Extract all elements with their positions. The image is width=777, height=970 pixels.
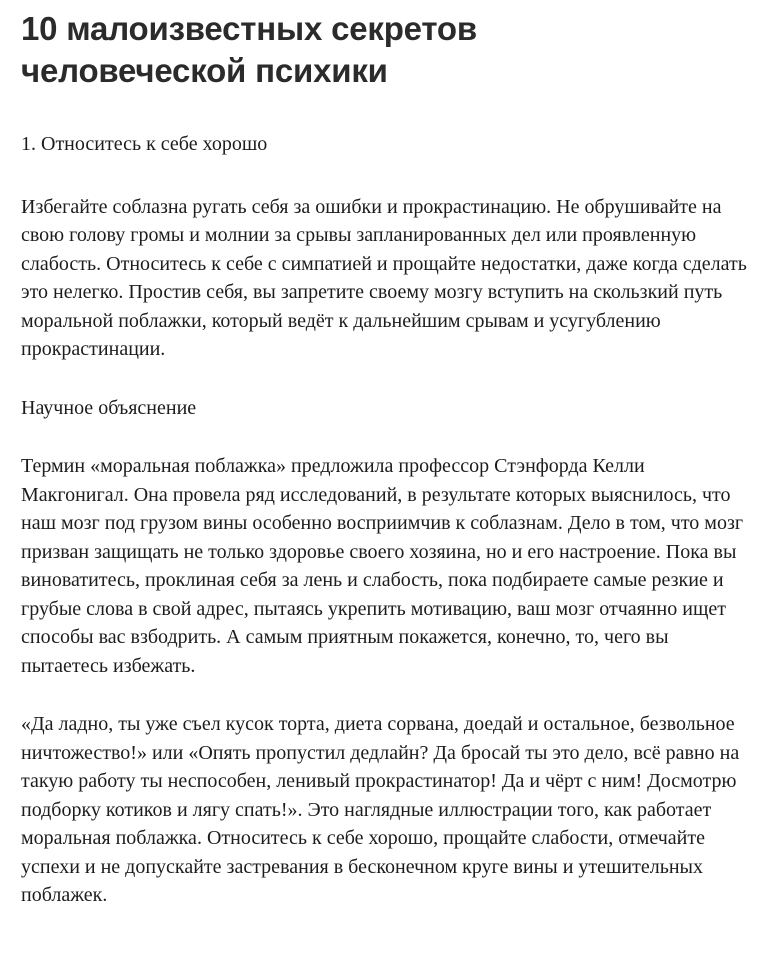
paragraph-3: «Да ладно, ты уже съел кусок торта, диета сорвана, доедай и остальное, безвольное ничтожество!» или «Опять пропустил дедлайн? Да бросай ты это дело, всё равно на такую работу ты неспособен, ленивый прокрастинатор! Да и чёрт с ним! Досмотрю подборку котиков и лягу спать!». Это наглядные иллюстрации того, как работает моральная поблажка. Относитесь к себе хорошо, прощайте слабости, отмечайте успехи и не допускайте застревания в бесконечном круге вины и утешительных поблажек.	[21, 713, 740, 906]
paragraph-1: Избегайте соблазна ругать себя за ошибки и прокрастинацию. Не обрушивайте на свою голову громы и молнии за срывы запланированных дел или проявленную слабость. Относитесь к себе с симпатией и прощайте недостатки, даже когда сделать это нелегко. Простив себя, вы запретите своему мозгу вступить на скользкий путь моральной поблажки, который ведёт к дальнейшим срывам и усугублению прокрастинации.	[21, 195, 747, 360]
section-heading: 1. Относитесь к себе хорошо	[21, 133, 268, 155]
paragraph-2: Термин «моральная поблажка» предложила профессор Стэнфорда Келли Макгонигал. Она провела ряд исследований, в результате которых выяснилось, что наш мозг под грузом вины особенно восприимчив к соблазнам. Дело в том, что мозг призван защищать не только здоровье своего хозяина, но и его настроение. Пока вы виноватитесь, проклиная себя за лень и слабость, пока подбираете самые резкие и грубые слова в свой адрес, пытаясь укрепить мотивацию, ваш мозг отчаянно ищет способы вас взбодрить. А самым приятным покажется, конечно, то, чего вы пытаетесь избежать.	[21, 455, 744, 677]
article-title: 10 малоизвестных секретов человеческой психики	[21, 10, 477, 89]
subheading-scientific-explanation: Научное объяснение	[21, 396, 197, 419]
